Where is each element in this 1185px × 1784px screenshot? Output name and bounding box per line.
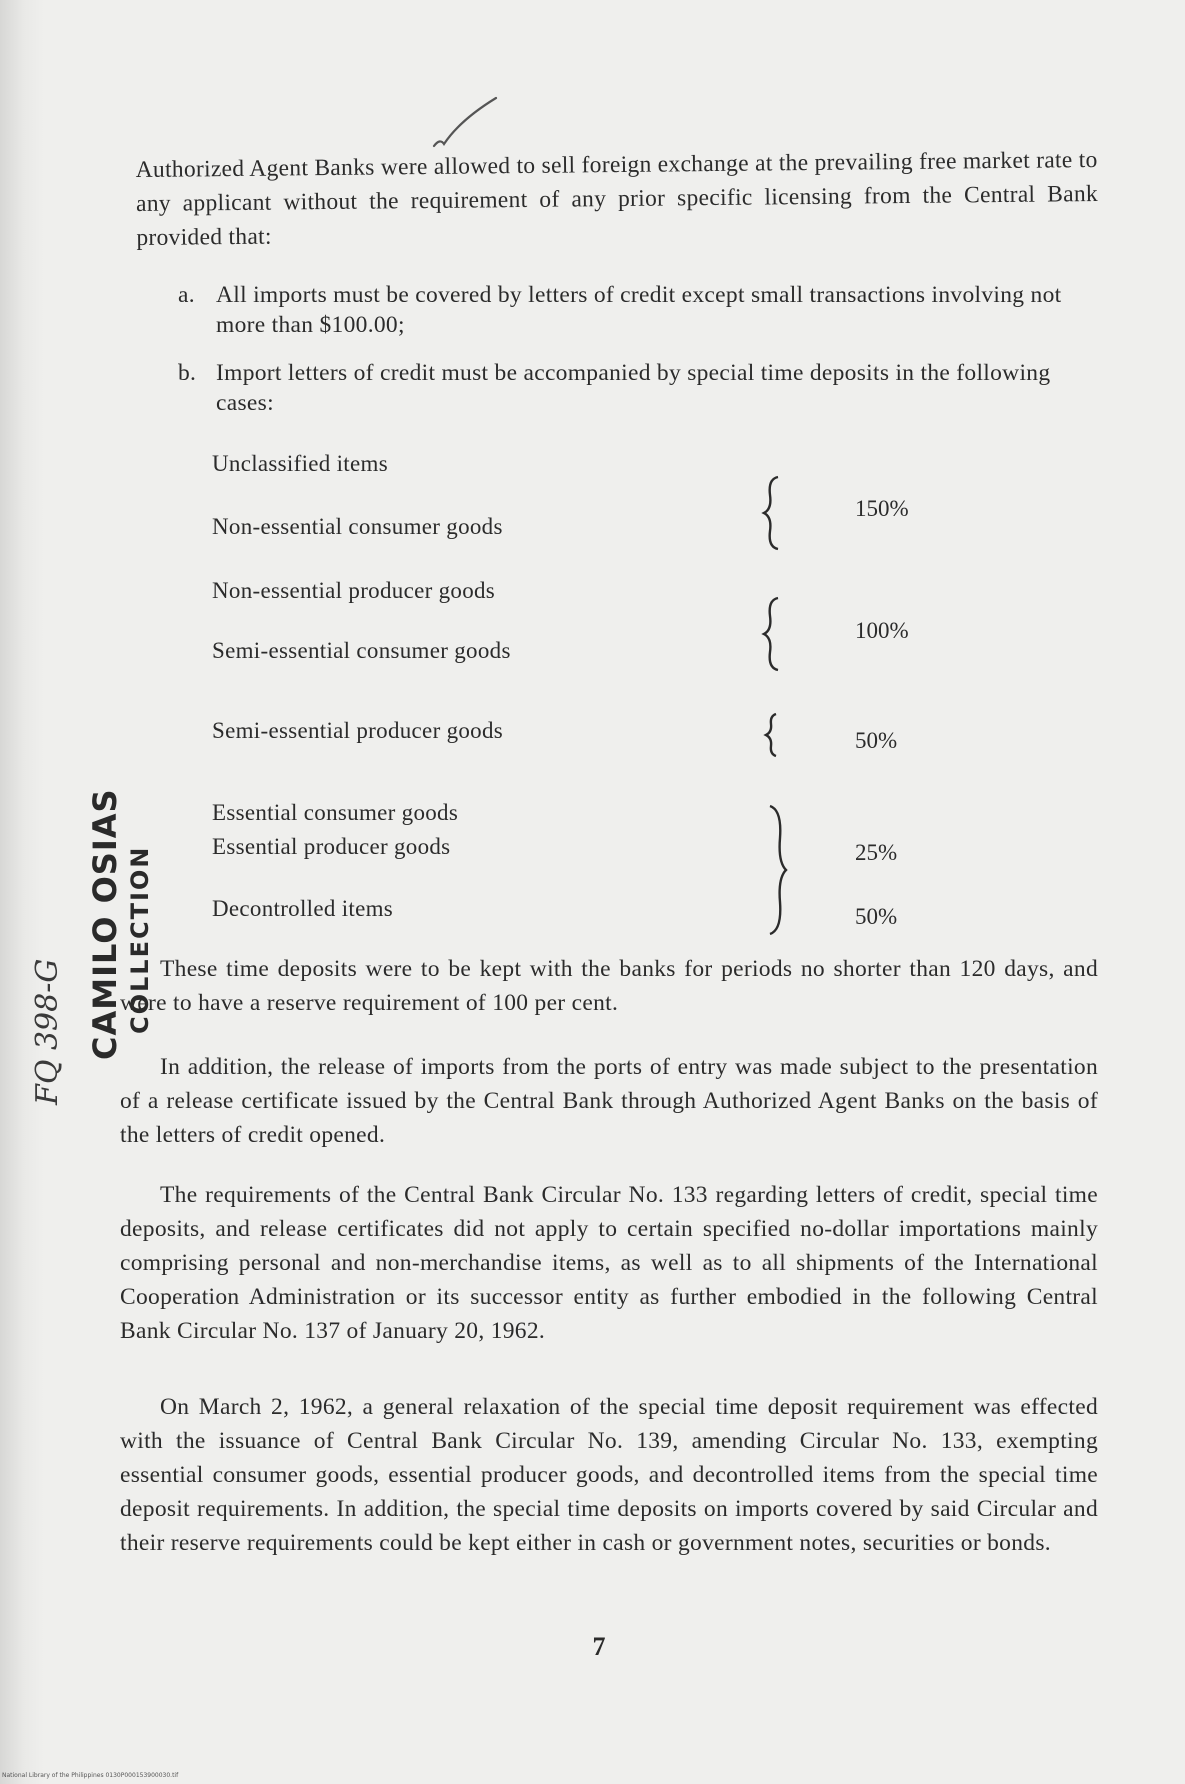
scan-footer-credit: National Library of the Philippines 0130P000153900030.tif	[2, 1772, 179, 1779]
collection-stamp	[78, 788, 174, 1060]
rate-value: 50%	[855, 728, 898, 753]
paragraph-circular-133: The requirements of the Central Bank Circular No. 133 regarding letters of credit, special time deposits, and release certificates did not apply to certain specified no-dollar importations mainly comprising personal and non-merchandise items, as well as to all shipments of the International Cooperation Administration or its successor entity as further embodied in the following Central Bank Circular No. 137 of January 20, 1962.	[120, 1182, 1098, 1344]
stamp-line-1: CAMILO OSIAS	[86, 788, 124, 1060]
pencil-tick-mark	[430, 96, 500, 156]
rate-item: Semi-essential producer goods	[212, 718, 504, 743]
rate-item: Non-essential producer goods	[212, 578, 496, 603]
intro-paragraph: Authorized Agent Banks were allowed to sell foreign exchange at the prevailing free market rate to any applicant without the requirement of any prior specific licensing from the Central Bank provided that:	[135, 146, 1099, 252]
handwritten-call-number	[30, 875, 80, 1105]
rate-value: 150%	[855, 496, 909, 521]
paragraph-circular-139: On March 2, 1962, a general relaxation of the special time deposit requirement was effected with the issuance of Central Bank Circular No. 139, amending Circular No. 133, exempting essential consumer goods, essential producer goods, and decontrolled items from the special time deposit requirements. In addition, the special time deposits on imports covered by said Circular and their reserve requirements could be kept either in cash or government notes, securities or bonds.	[120, 1394, 1098, 1556]
brace-group-1	[760, 475, 794, 551]
rate-item: Non-essential consumer goods	[212, 514, 503, 539]
condition-a-marker: a.	[178, 282, 195, 308]
paragraph-time-deposits: These time deposits were to be kept with the banks for periods no shorter than 120 days, and were to have a reserve requirement of 100 per cent.	[120, 956, 1098, 1016]
rate-item: Essential producer goods	[212, 834, 451, 859]
rate-value: 25%	[855, 840, 898, 865]
rate-value: 50%	[855, 904, 898, 929]
condition-a-text: All imports must be covered by letters of credit except small transactions involving not more than $100.00;	[216, 282, 1062, 338]
brace-group-4	[760, 804, 794, 936]
rate-item: Essential consumer goods	[212, 800, 459, 825]
rate-value: 100%	[855, 618, 909, 643]
rate-item: Decontrolled items	[212, 896, 394, 921]
brace-group-2	[760, 596, 794, 672]
condition-b-marker: b.	[178, 360, 197, 386]
page-number: 7	[592, 1632, 606, 1661]
rate-item: Unclassified items	[212, 451, 388, 476]
brace-group-3	[760, 712, 794, 758]
paragraph-release-certificate: In addition, the release of imports from the ports of entry was made subject to the presentation of a release certificate issued by the Central Bank through Authorized Agent Banks on the basis of the letters of credit opened.	[120, 1054, 1098, 1148]
condition-a	[178, 280, 1098, 340]
stamp-line-2: COLLECTION	[126, 845, 154, 1034]
condition-b-text: Import letters of credit must be accompanied by special time deposits in the following cases:	[216, 360, 1051, 416]
rate-item: Semi-essential consumer goods	[212, 638, 511, 663]
condition-b	[178, 358, 1098, 418]
handwritten-call-number-text: FQ 398-G	[30, 958, 65, 1105]
